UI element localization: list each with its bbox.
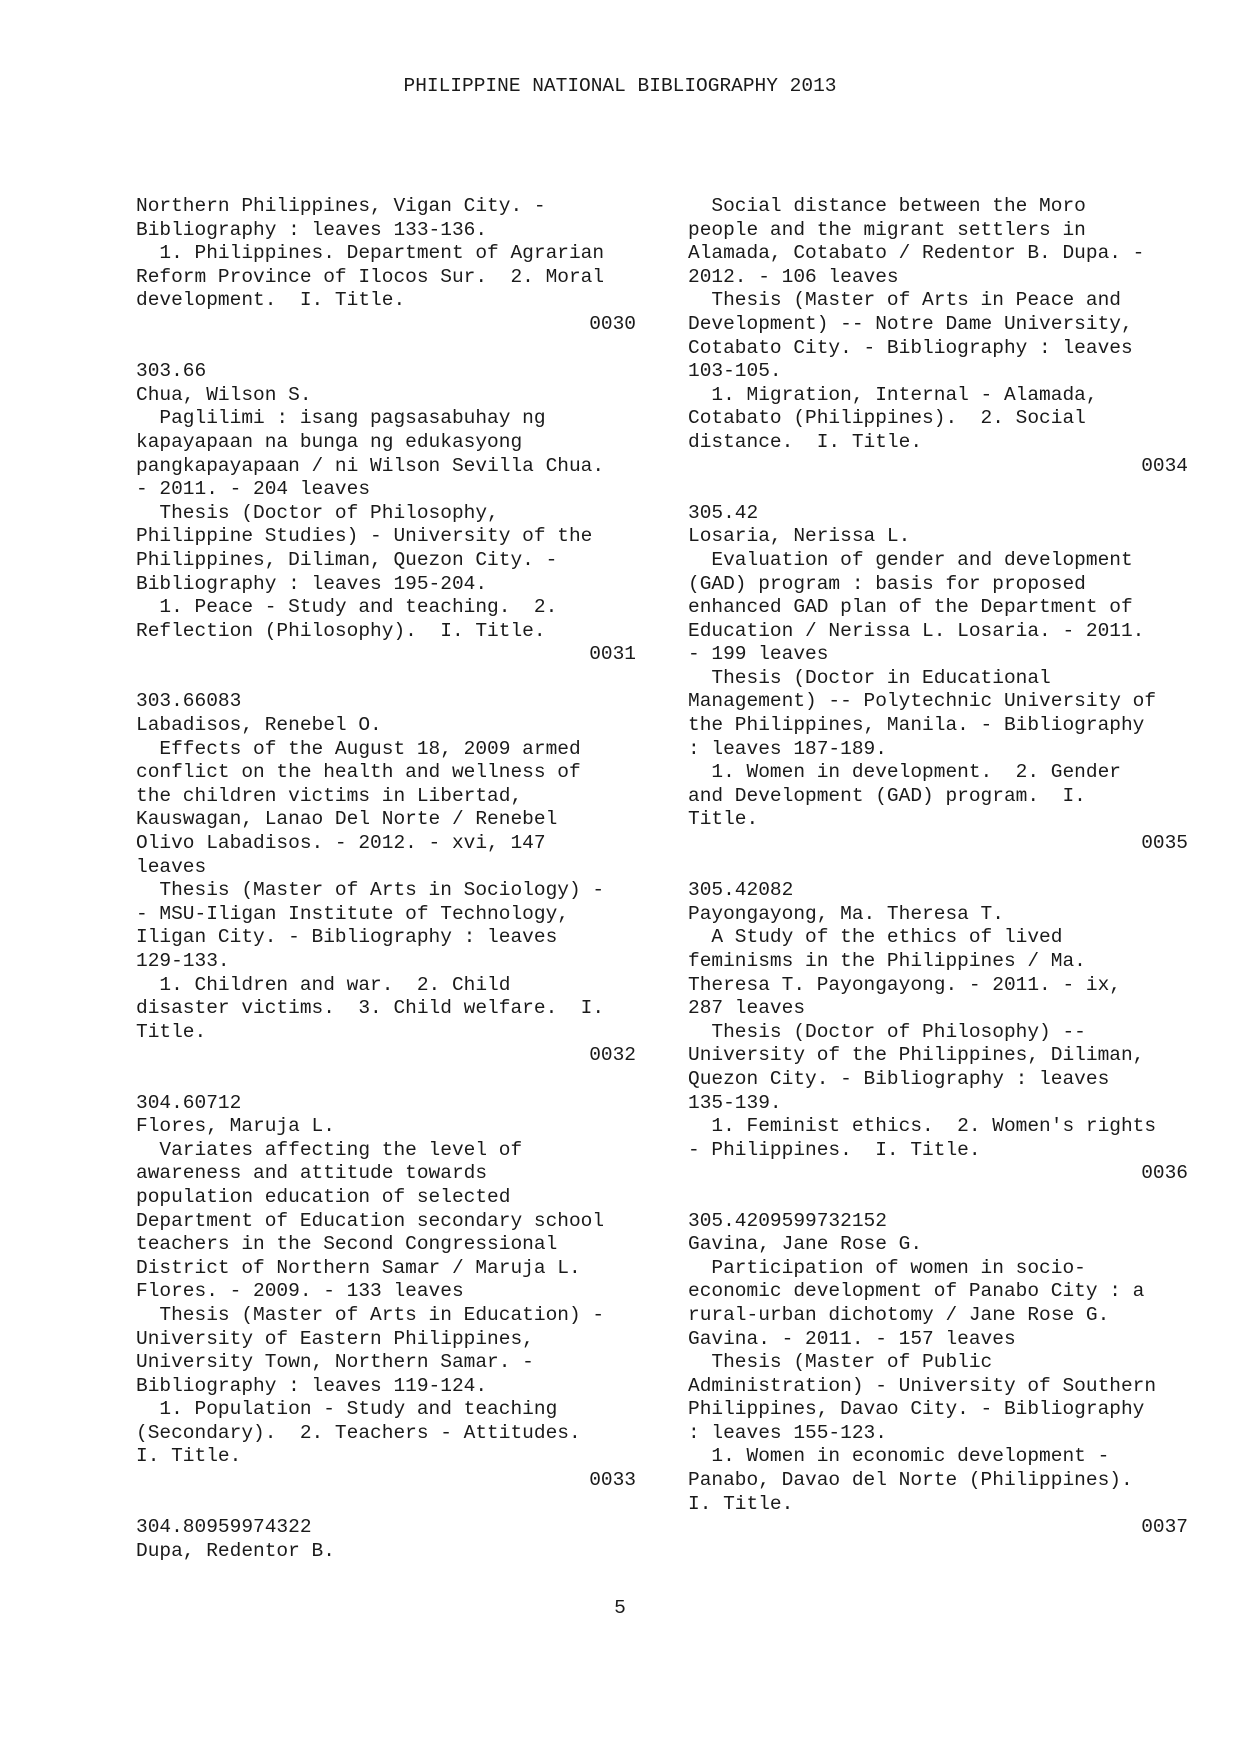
text-line: Effects of the August 18, 2009 armed (136, 737, 581, 760)
text-line: Thesis (Doctor in Educational (688, 666, 1051, 689)
text-line: 1. Women in development. 2. Gender (688, 761, 1121, 784)
entry-number: 0037 (1141, 1516, 1188, 1539)
blank-line (136, 1068, 636, 1092)
text-line: 135-139. (688, 1091, 782, 1114)
text-line: Theresa T. Payongayong. - 2011. - ix, (688, 973, 1121, 996)
text-line: Variates affecting the level of (136, 1138, 523, 1161)
text-line: 1. Migration, Internal - Alamada, (688, 383, 1098, 406)
text-line: economic development of Panabo City : a (688, 1280, 1145, 1303)
text-line: Philippine Studies) - University of the (136, 525, 593, 548)
text-line: Participation of women in socio- (688, 1256, 1086, 1279)
text-line: Title. (688, 808, 759, 831)
text-line: Education / Nerissa L. Losaria. - 2011. (688, 619, 1145, 642)
text-line: population education of selected (136, 1185, 511, 1208)
text-line: I. Title. (688, 1492, 794, 1515)
text-line: disaster victims. 3. Child welfare. I. (136, 997, 605, 1020)
entry-number: 0033 (589, 1469, 636, 1492)
text-line: Bibliography : leaves 133-136. (136, 218, 488, 241)
text-line: Thesis (Master of Arts in Education) - (136, 1303, 605, 1326)
text-line: Philippines, Diliman, Quezon City. - (136, 548, 558, 571)
text-line: rural-urban dichotomy / Jane Rose G. (688, 1303, 1110, 1326)
text-line: University Town, Northern Samar. - (136, 1351, 534, 1374)
entry-number: 0034 (1141, 454, 1188, 477)
text-line: Chua, Wilson S. (136, 383, 312, 406)
text-line: Alamada, Cotabato / Redentor B. Dupa. - (688, 242, 1145, 265)
left-column (136, 195, 636, 1563)
text-line: 303.66 (136, 360, 207, 383)
text-line: awareness and attitude towards (136, 1162, 488, 1185)
text-line: (GAD) program : basis for proposed (688, 572, 1086, 595)
text-line: (Secondary). 2. Teachers - Attitudes. (136, 1421, 581, 1444)
blank-line (136, 667, 636, 691)
text-line: Losaria, Nerissa L. (688, 525, 911, 548)
text-line: distance. I. Title. (688, 430, 923, 453)
page-header: PHILIPPINE NATIONAL BIBLIOGRAPHY 2013 (403, 75, 837, 97)
text-line: 1. Population - Study and teaching (136, 1398, 558, 1421)
text-line: teachers in the Second Congressional (136, 1233, 558, 1256)
text-line: Reflection (Philosophy). I. Title. (136, 619, 546, 642)
text-line: 1. Feminist ethics. 2. Women's rights (688, 1115, 1157, 1138)
entry-number: 0030 (589, 312, 636, 335)
text-line: 305.42 (688, 501, 759, 524)
text-line: 304.80959974322 (136, 1516, 312, 1539)
text-line: 287 leaves (688, 997, 806, 1020)
text-line: people and the migrant settlers in (688, 218, 1086, 241)
text-line: Development) -- Notre Dame University, (688, 312, 1133, 335)
text-line: Dupa, Redentor B. (136, 1539, 335, 1562)
right-column (688, 195, 1188, 1540)
text-line: Evaluation of gender and development (688, 548, 1133, 571)
text-line: 129-133. (136, 950, 230, 972)
blank-line (688, 1186, 1188, 1210)
text-line: Kauswagan, Lanao Del Norte / Renebel (136, 808, 558, 831)
text-line: Olivo Labadisos. - 2012. - xvi, 147 (136, 832, 546, 855)
blank-line (136, 337, 636, 361)
text-line: 1. Women in economic development - (688, 1445, 1110, 1468)
text-line: development. I. Title. (136, 289, 406, 312)
text-line: : leaves 187-189. (688, 737, 887, 760)
text-line: Management) -- Polytechnic University of (688, 690, 1157, 713)
text-line: Gavina, Jane Rose G. (688, 1233, 923, 1256)
text-line: Northern Philippines, Vigan City. - (136, 195, 546, 217)
text-line: A Study of the ethics of lived (688, 926, 1063, 949)
blank-line (688, 478, 1188, 502)
text-line: Thesis (Doctor of Philosophy, (136, 501, 499, 524)
text-line: 305.4209599732152 (688, 1209, 887, 1232)
text-line: the Philippines, Manila. - Bibliography (688, 714, 1145, 737)
entry-number: 0036 (1141, 1162, 1188, 1185)
text-line: 303.66083 (136, 690, 242, 713)
entry-number: 0032 (589, 1044, 636, 1067)
blank-line (688, 856, 1188, 880)
text-line: Department of Education secondary school (136, 1209, 605, 1232)
text-line: Bibliography : leaves 119-124. (136, 1374, 488, 1397)
text-line: and Development (GAD) program. I. (688, 784, 1086, 807)
text-line: conflict on the health and wellness of (136, 761, 581, 784)
text-line: Cotabato (Philippines). 2. Social (688, 407, 1086, 430)
text-line: feminisms in the Philippines / Ma. (688, 950, 1086, 972)
text-line: Title. (136, 1020, 207, 1043)
text-line: - Philippines. I. Title. (688, 1138, 981, 1161)
text-line: University of the Philippines, Diliman, (688, 1044, 1145, 1067)
text-line: 2012. - 106 leaves (688, 265, 899, 288)
text-line: Administration) - University of Southern (688, 1374, 1157, 1397)
text-line: Iligan City. - Bibliography : leaves (136, 926, 558, 949)
text-line: Payongayong, Ma. Theresa T. (688, 902, 1004, 925)
text-line: District of Northern Samar / Maruja L. (136, 1256, 581, 1279)
text-line: Cotabato City. - Bibliography : leaves (688, 336, 1133, 359)
text-line: Thesis (Master of Public (688, 1351, 993, 1374)
text-line: kapayapaan na bunga ng edukasyong (136, 430, 523, 453)
text-line: University of Eastern Philippines, (136, 1327, 534, 1350)
entry-number: 0035 (1141, 832, 1188, 855)
text-line: Thesis (Doctor of Philosophy) -- (688, 1020, 1086, 1043)
text-line: enhanced GAD plan of the Department of (688, 596, 1133, 619)
text-line: Paglilimi : isang pagsasabuhay ng (136, 407, 546, 430)
text-line: 1. Peace - Study and teaching. 2. (136, 596, 558, 619)
text-line: Reform Province of Ilocos Sur. 2. Moral (136, 265, 605, 288)
text-line: 1. Children and war. 2. Child (136, 973, 511, 996)
text-line: Thesis (Master of Arts in Sociology) - (136, 879, 605, 902)
text-line: leaves (136, 855, 207, 878)
text-line: Flores. - 2009. - 133 leaves (136, 1280, 464, 1303)
text-line: - 199 leaves (688, 643, 829, 666)
entry-number: 0031 (589, 643, 636, 666)
text-line: 103-105. (688, 360, 782, 383)
text-line: Quezon City. - Bibliography : leaves (688, 1067, 1110, 1090)
text-line: Philippines, Davao City. - Bibliography (688, 1398, 1145, 1421)
text-line: I. Title. (136, 1445, 242, 1468)
text-line: Labadisos, Renebel O. (136, 714, 382, 737)
text-line: : leaves 155-123. (688, 1421, 887, 1444)
text-line: - MSU-Iligan Institute of Technology, (136, 902, 569, 925)
text-line: the children victims in Libertad, (136, 784, 523, 807)
text-line: 305.42082 (688, 879, 794, 902)
text-line: Gavina. - 2011. - 157 leaves (688, 1327, 1016, 1350)
text-line: 304.60712 (136, 1091, 242, 1114)
page-number: 5 (614, 1597, 626, 1619)
text-line: pangkapayapaan / ni Wilson Sevilla Chua. (136, 454, 605, 477)
text-line: Flores, Maruja L. (136, 1115, 335, 1138)
text-line: - 2011. - 204 leaves (136, 478, 371, 501)
blank-line (136, 1493, 636, 1517)
text-line: Bibliography : leaves 195-204. (136, 572, 488, 595)
text-line: Social distance between the Moro (688, 195, 1086, 217)
text-line: Panabo, Davao del Norte (Philippines). (688, 1469, 1133, 1492)
text-line: Thesis (Master of Arts in Peace and (688, 289, 1121, 312)
text-line: 1. Philippines. Department of Agrarian (136, 242, 605, 265)
